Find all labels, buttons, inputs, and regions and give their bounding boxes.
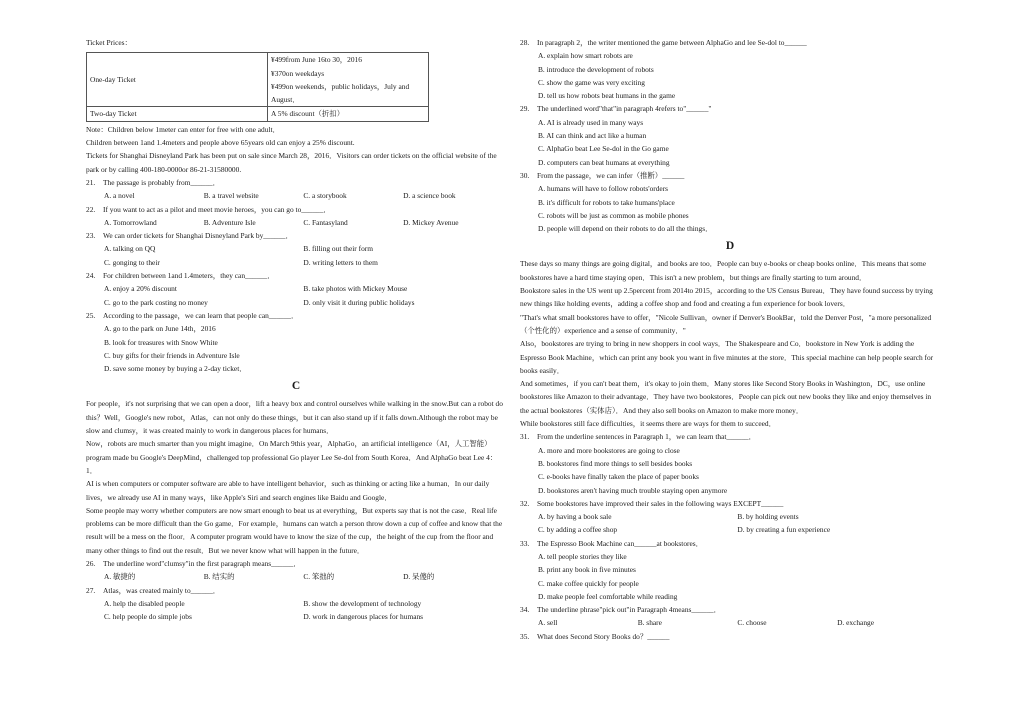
answer-option: B. AI can think and act like a human: [538, 131, 647, 141]
answer-option: A. AI is already used in many ways: [538, 117, 644, 127]
answer-option: A. sell: [538, 618, 558, 628]
answer-options: [520, 550, 940, 603]
ticket-note: Children between 1and 1.4meters and people above 65years old can enjoy a 25% discount.: [86, 138, 355, 148]
answer-option: A. by having a book sale: [538, 512, 612, 522]
answer-options: [86, 282, 506, 309]
question-text: The underlined word"that"in paragraph 4refers to"______": [537, 104, 712, 114]
answer-option: A. talking on QQ: [104, 244, 156, 254]
answer-option: C. by adding a coffee shop: [538, 525, 618, 535]
answer-option: B. introduce the development of robots: [538, 64, 654, 74]
price-line: ¥499from June 16to 30，2016: [271, 55, 362, 65]
answer-option: B. filling out their form: [303, 244, 373, 254]
answer-option: B. show the development of technology: [303, 598, 422, 608]
question-block-d: [520, 430, 940, 643]
answer-options: [520, 182, 940, 235]
answer-option: C. robots will be just as common as mobile phones: [538, 210, 689, 220]
question-stem: [86, 557, 506, 570]
answer-option: C. Fantasyland: [303, 217, 348, 227]
answer-options: [86, 322, 506, 375]
answer-option: C. AlphaGo beat Lee Se-dol in the Go game: [538, 144, 669, 154]
question-text: What does Second Story Books do？______: [537, 631, 670, 641]
question-stem: [520, 430, 940, 443]
answer-option: D. work in dangerous places for humans: [303, 612, 424, 622]
answer-option: D. computers can beat humans at everything: [538, 157, 670, 167]
question-number: 24.: [86, 271, 96, 281]
passage-paragraph: "That's what small bookstores have to offer，"Nicole Sullivan，owner if Denver's BookBar，told the Denver Post，"a more personalized（个性化的）experience and a sense of community．": [520, 312, 932, 335]
answer-option: A. help the disabled people: [104, 598, 185, 608]
answer-options: [86, 242, 506, 269]
answer-option: D. Mickey Avenue: [403, 217, 459, 227]
ticket-heading: Ticket Prices：: [86, 38, 132, 47]
price-line: ¥370on weekdays: [271, 68, 325, 78]
question-text: From the passage，we can infer（推断）______: [537, 170, 685, 180]
question-stem: [86, 309, 506, 322]
answer-option: D. only visit it during public holidays: [303, 297, 415, 307]
passage-paragraph: While bookstores still face difficulties，it seems there are ways for them to succeed．: [520, 419, 776, 429]
answer-options: [86, 597, 506, 624]
answer-option: B. 结实的: [203, 572, 235, 582]
answer-option: A. explain how smart robots are: [538, 51, 633, 61]
question-text: The Espresso Book Machine can______at bookstores．: [537, 538, 704, 548]
ticket-row-one-day: [87, 53, 429, 107]
passage-paragraph: These days so many things are going digital，and books are too．People can buy e-books or cheap books online．This means that some bookstores have a hard time staying open．This isn't a new problem，but things are finally starting to turn around．: [520, 259, 926, 282]
question-number: 31.: [520, 432, 530, 442]
question-stem: [86, 229, 506, 242]
question-text: If you want to act as a pilot and meet movie heroes，you can go to______．: [103, 204, 331, 214]
question-text: For children between 1and 1.4meters，they can______．: [103, 271, 275, 281]
question-text: In paragraph 2，the writer mentioned the game between AlphaGo and lee Se-dol to______: [537, 38, 807, 47]
question-stem: [86, 584, 506, 597]
question-number: 27.: [86, 585, 96, 595]
answer-option: A. a novel: [104, 191, 135, 201]
question-number: 33.: [520, 538, 530, 548]
answer-option: A. 敏捷的: [104, 572, 136, 582]
answer-options: [520, 116, 940, 169]
price-line: ¥499on weekends，public holidays，July and August．: [271, 81, 410, 105]
question-stem: [520, 603, 940, 616]
answer-option: C. make coffee quickly for people: [538, 578, 639, 588]
answer-option: C. show the game was very exciting: [538, 77, 645, 87]
question-stem: [520, 537, 940, 550]
question-number: 25.: [86, 310, 96, 320]
answer-option: B. a travel website: [203, 191, 259, 201]
question-text: We can order tickets for Shanghai Disneyland Park by______．: [103, 231, 293, 241]
passage-paragraph: For people，it's not surprising that we can open a door，lift a heavy box and control ourselves while walking in the snow.But can a robot do this？Well，Google's new robot，Atlas，can not only do these things，but it can also stand up if it falls down.Although the robot may be slow and clumsy，it was created mainly to work in dangerous places for humans．: [86, 399, 503, 436]
question-text: According to the passage，we can learn that people can______．: [103, 310, 299, 320]
question-text: The underline word"clumsy"in the first paragraph means______．: [103, 558, 301, 568]
question-number: 21.: [86, 177, 96, 187]
answer-options: [86, 189, 506, 202]
answer-option: D. a science book: [403, 191, 456, 201]
question-number: 28.: [520, 38, 530, 47]
answer-option: D. tell us how robots beat humans in the game: [538, 91, 676, 101]
section-d-heading: D: [725, 240, 735, 253]
answer-option: C. a storybook: [303, 191, 347, 201]
answer-option: C. gonging to their: [104, 257, 160, 267]
answer-options: [520, 616, 940, 629]
passage-paragraph: Now，robots are much smarter than you might imagine．On March 9this year，AlphaGo，an artificial intelligence（AI，人工智能）program made bu Google's DeepMind，challenged top professional Go player Lee Se-dol from South Korea．And AlphaGo beat Lee 4：1．: [86, 439, 498, 475]
question-block-c-left: [86, 557, 506, 623]
answer-option: A. tell people stories they like: [538, 551, 627, 561]
right-column: [520, 36, 940, 643]
answer-option: D. writing letters to them: [303, 257, 378, 267]
answer-options: [520, 444, 940, 497]
answer-options: [520, 49, 940, 102]
answer-option: A. go to the park on June 14th，2016: [104, 324, 216, 334]
answer-option: C. help people do simple jobs: [104, 612, 192, 622]
answer-option: A. enjoy a 20% discount: [104, 284, 177, 294]
question-number: 23.: [86, 231, 96, 241]
passage-paragraph: Bookstore sales in the US went up 2.5percent from 2014to 2015，according to the US Census Bureau．They have found success by trying new things like holding events，adding a coffee shop and food and creating a fun experience for book lovers．: [520, 286, 933, 309]
question-number: 30.: [520, 170, 530, 180]
answer-option: C. go to the park costing no money: [104, 297, 208, 307]
question-block-c-right: [520, 36, 940, 235]
question-block-a: [86, 176, 506, 375]
price-line: A 5% discount（折扣）: [271, 109, 345, 119]
passage-paragraph: Also，bookstores are trying to bring in new shoppers in cool ways．The Shakespeare and Co．bookstore in New York is adding the Espresso Book Machine，which can print any book you want in five minutes at the store．This special machine can help people search for books easily．: [520, 339, 934, 375]
ticket-row-two-day: [87, 107, 429, 121]
ticket-price-table: [86, 52, 429, 121]
answer-option: B. look for treasures with Snow White: [104, 337, 218, 347]
question-text: The passage is probably from______．: [103, 177, 220, 187]
answer-option: B. by holding events: [737, 512, 799, 522]
question-stem: [520, 36, 940, 49]
ticket-note: Tickets for Shanghai Disneyland Park has been put on sale since March 28，2016．Visitors can order tickets on the official website of the park or by calling 400-180-0000or 86-21-31580000.: [86, 151, 497, 174]
question-stem: [520, 630, 940, 643]
answer-option: C. buy gifts for their friends in Adventure Isle: [104, 350, 240, 360]
question-number: 35.: [520, 631, 530, 641]
answer-option: B. Adventure Isle: [203, 217, 256, 227]
question-text: The underline phrase"pick out"in Paragraph 4means______．: [537, 605, 721, 615]
section-c-heading: C: [291, 380, 301, 393]
question-stem: [86, 176, 506, 189]
question-stem: [520, 102, 940, 115]
ticket-type-two-day: Two-day Ticket: [87, 107, 268, 121]
answer-option: B. it's difficult for robots to take humans'place: [538, 197, 675, 207]
question-stem: [86, 203, 506, 216]
answer-option: A. Tomorrowland: [104, 217, 157, 227]
ticket-type-one-day: One-day Ticket: [87, 53, 268, 107]
question-stem: [520, 497, 940, 510]
answer-option: D. people will depend on their robots to do all the things．: [538, 224, 713, 234]
question-text: Atlas，was created mainly to______．: [103, 585, 221, 595]
question-stem: [520, 169, 940, 182]
question-text: From the underline sentences in Paragraph 1，we can learn that______．: [537, 432, 756, 442]
answer-option: D. save some money by buying a 2-day ticket．: [104, 364, 247, 374]
answer-option: D. exchange: [837, 618, 874, 628]
left-column: [86, 36, 506, 623]
answer-options: [86, 570, 506, 583]
answer-option: C. 笨拙的: [303, 572, 335, 582]
answer-option: C. choose: [737, 618, 767, 628]
answer-option: D. 呆傻的: [403, 572, 435, 582]
answer-option: A. humans will have to follow robots'orders: [538, 184, 669, 194]
ticket-price-two-day: [268, 107, 429, 121]
passage-paragraph: And sometimes，if you can't beat them，it's okay to join them．Many stores like Second Story Books in Washington，DC，use online bookstores like Amazon to their advantage．They have two bookstores．People can pick out new books they like and enjoy themselves in the actual bookstores（实体店）．And they also sell books on Amazon to make more money．: [520, 379, 932, 415]
answer-options: [520, 510, 940, 537]
question-number: 29.: [520, 104, 530, 114]
ticket-note: Note：Children below 1meter can enter for free with one adult．: [86, 124, 280, 134]
ticket-price-one-day: [268, 53, 429, 107]
answer-option: D. bookstores aren't having much trouble staying open anymore: [538, 485, 728, 495]
passage-paragraph: Some people may worry whether computers are now smart enough to beat us at everything，But experts say that is not the case．Real life problems can be more difficult than the Go game．For example，humans can watch a person throw down a cup of coffee and know that the result will be a mess on the floor．A computer program would have to know the size of the cup，the height of the cup from the floor and many other things to find out the result．But we never know what will happen in the future．: [86, 505, 503, 555]
answer-option: B. take photos with Mickey Mouse: [303, 284, 408, 294]
answer-option: D. make people feel comfortable while reading: [538, 591, 678, 601]
question-number: 22.: [86, 204, 96, 214]
answer-option: B. bookstores find more things to sell besides books: [538, 458, 693, 468]
answer-options: [86, 216, 506, 229]
answer-option: B. print any book in five minutes: [538, 565, 636, 575]
question-number: 34.: [520, 605, 530, 615]
question-text: Some bookstores have improved their sales in the following ways EXCEPT______: [537, 498, 784, 508]
question-number: 32.: [520, 498, 530, 508]
answer-option: B. share: [637, 618, 662, 628]
answer-option: D. by creating a fun experience: [737, 525, 831, 535]
passage-paragraph: AI is when computers or computer software are able to have intelligent behavior，such as thinking or acting like a human．In our daily lives，we already use AI in many ways，like Apple's Siri and search engines like Baidu and Google．: [86, 479, 490, 502]
question-stem: [86, 269, 506, 282]
answer-option: C. e-books have finally taken the place of paper books: [538, 472, 699, 482]
answer-option: A. more and more bookstores are going to close: [538, 445, 680, 455]
question-number: 26.: [86, 558, 96, 568]
